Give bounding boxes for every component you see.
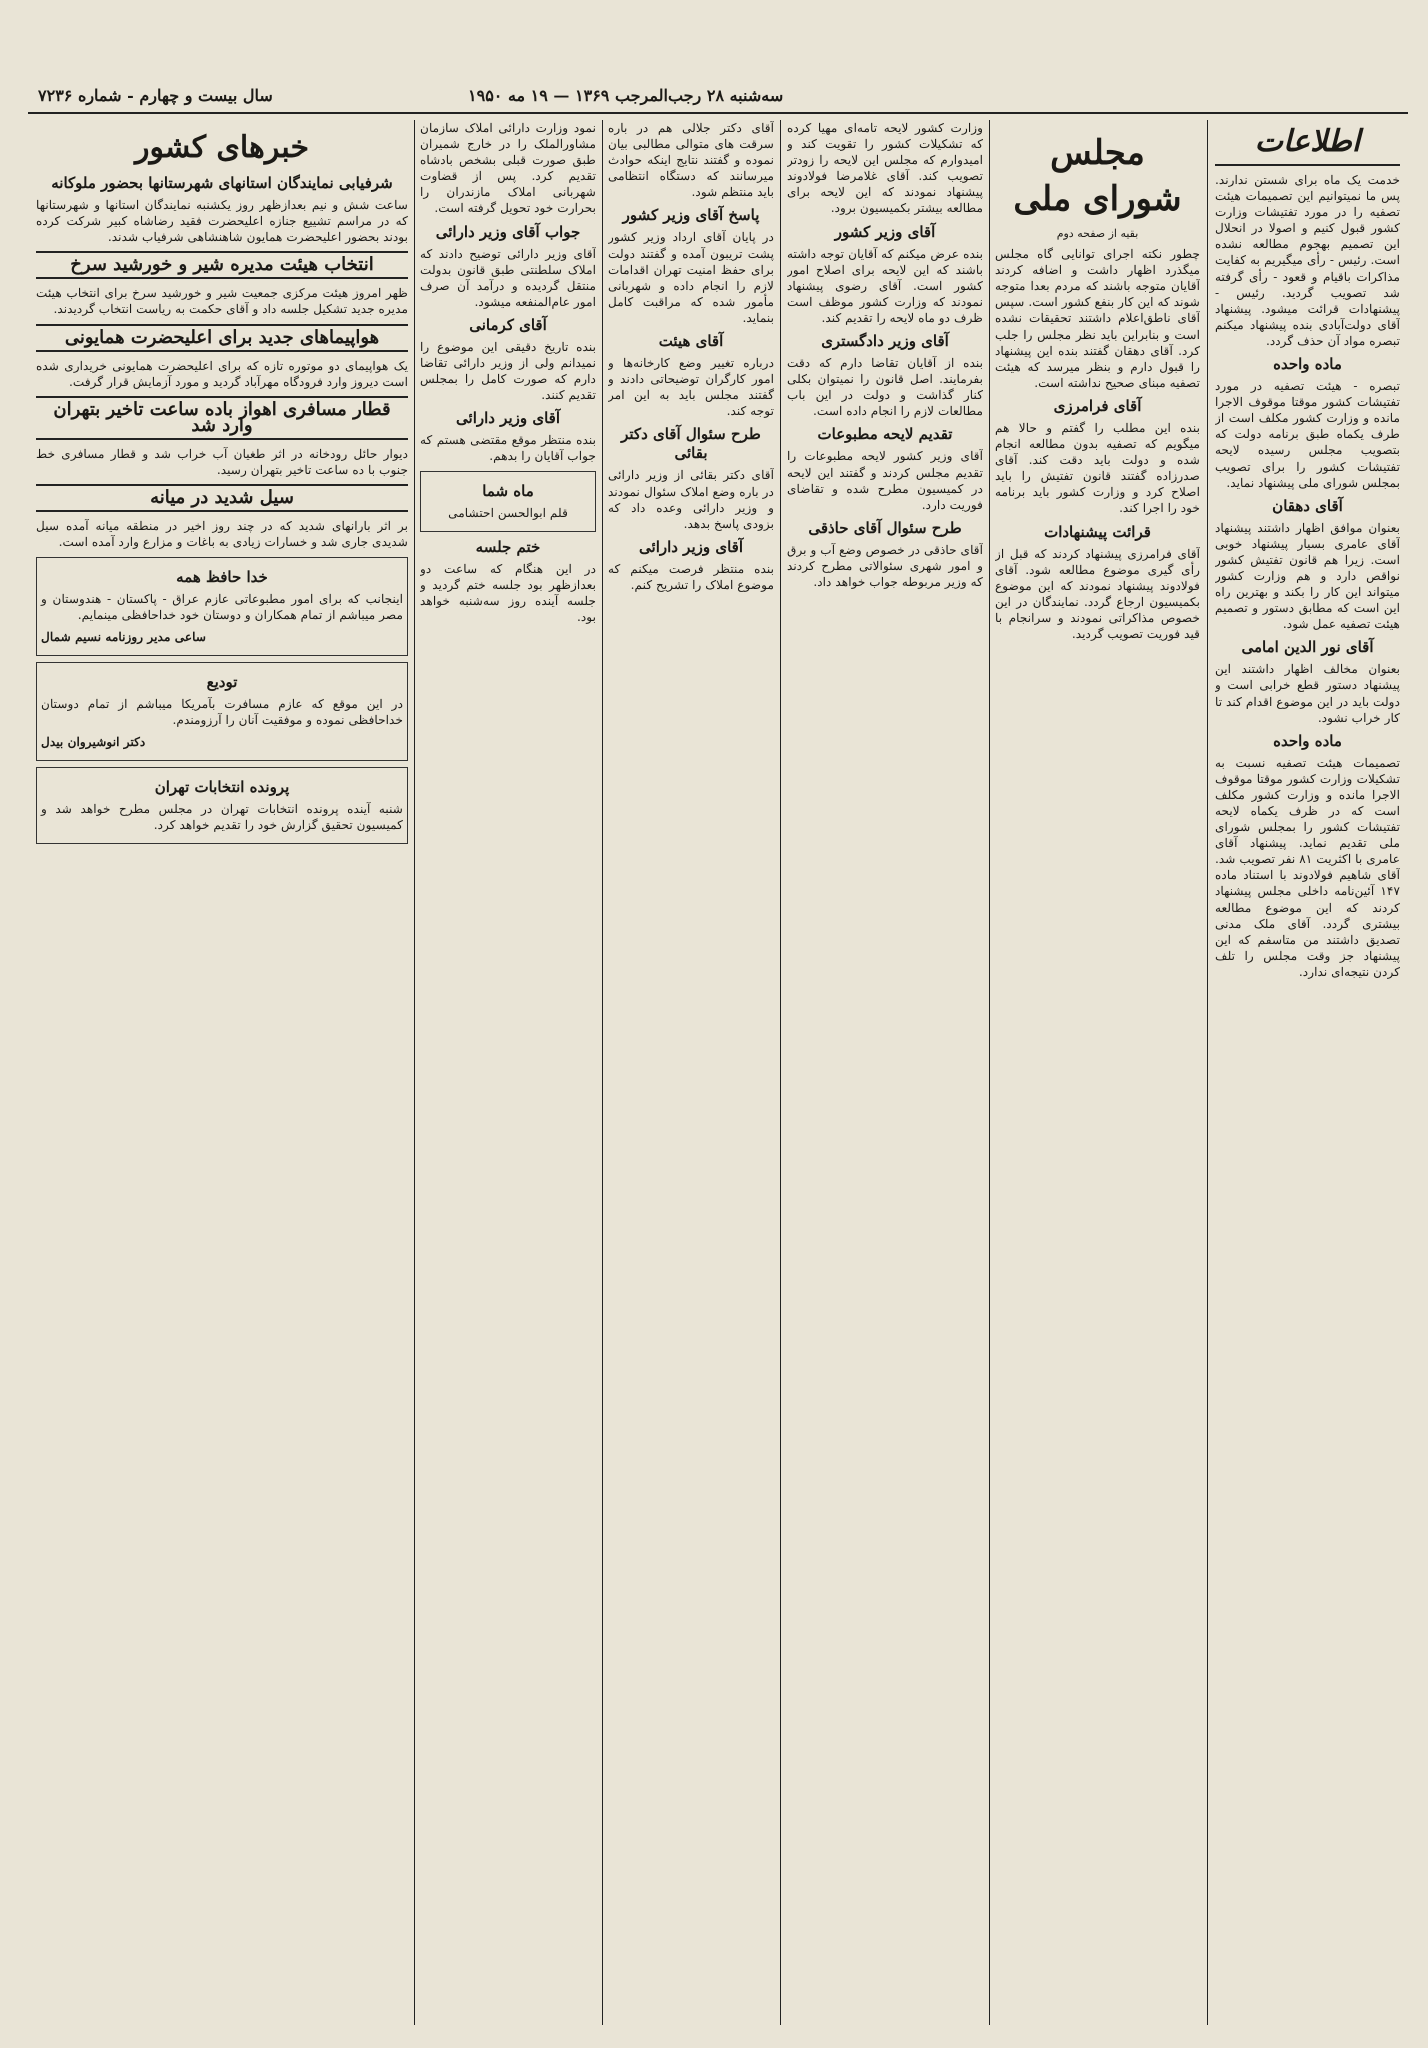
article-text: بعنوان موافق اظهار داشتند پیشنهاد آقای عامری بسیار پیشنهاد خوبی است. زیرا هم قانون تفتیش کشور نواقص دارد و هم وزارت کشور میتواند این کار را بکند و بهترین راه این است که مطابق دستور و تصمیم هیئت تصفیه عمل شود. [1215, 520, 1400, 632]
section-heading: ختم جلسه [475, 537, 541, 556]
column-5 [420, 120, 596, 2025]
section-heading: تقدیم لایحه مطبوعات [817, 425, 953, 444]
news-text: بر اثر بارانهای شدید که در چند روز اخیر در منطقه میانه آمده سیل شدیدی جاری شد و خسارات زیادی به باغات و مزارع وارد آمده است. [36, 519, 408, 550]
article-text: بنده عرض میکنم که آقایان توجه داشته باشند که این لایحه برای اصلاح امور کشور است. آقای رضوی پیشنهاد نمودند که وزارت کشور موظف است ظرف دو ماه لایحه را تقدیم کند. [787, 246, 983, 325]
article-text: تبصره - هیئت تصفیه در مورد تفتیشات کشور موقتا موقوف الاجرا مانده و وزارت کشور مکلف است از طرف یکماه طبق برنامه دولت که بتصویب مجلس رسیده لایحه تفتیشات کشور را برای تصویب بمجلس شورای ملی پیشنهاد نماید. [1215, 379, 1400, 490]
news-text: ظهر امروز هیئت مرکزی جمعیت شیر و خورشید سرخ برای انتخاب هیئت مدیره جدید تشکیل جلسه داد و آقای حکمت به ریاست انتخاب گردیدند. [36, 286, 408, 317]
article-text: درباره تغییر وضع کارخانه‌ها و امور کارگران توضیحاتی دادند و گفتند مجلس باید به این امر توجه کند. [608, 356, 774, 419]
masthead-rule [28, 112, 1408, 114]
notice-signature: دکتر انوشیروان بیدل [41, 734, 146, 749]
notice-box [36, 557, 408, 656]
article-text: بنده منتظر فرصت میکنم که موضوع املاک را تشریح کنم. [608, 561, 774, 592]
article-text: وزارت کشور لایحه تامه‌ای مهیا کرده که تشکیلات کشور را تقویت کند و امیدوارم که مجلس این لایحه را زودتر تصویب کند. آقای غلامرضا فولادوند پیشنهاد نمودند که این لایحه برای مطالعه بیشتر بکمیسیون برود. [787, 121, 983, 216]
article-text: چطور نکته اجرای توانایی گاه مجلس میگذرد اظهار داشت و اضافه کردند آقایان متوجه باشند که مردم بعدا متوجه شوند که این کار بنفع کشور است. سپس آقای ناطق‌اعلام داشتند تحقیقات نشده است و بنابراین باید نظر مجلس را جلب کرد. آقای دهقان گفتند بنده این پیشنهاد را قبول دارم و بنظر میرسد که هیئت تصفیه مبنای صحیح نداشته است. [995, 247, 1200, 390]
column-6 [36, 120, 408, 2025]
notice-text: در این موقع که عازم مسافرت بآمریکا میباشم از تمام دوستان خداحافظی نموده و موفقیت آنان را آرزومندم. [41, 696, 403, 727]
news-text: یک هواپیمای دو موتوره تازه که برای اعلیحضرت همایونی خریداری شده است دیروز وارد فرودگاه مهرآباد گردید و مورد آزمایش قرار گرفت. [36, 358, 408, 389]
notice-title: ماه شما [482, 481, 534, 500]
notice-box [420, 471, 596, 532]
article-text: آقای وزیر دارائی توضیح دادند که املاک سلطنتی طبق قانون بدولت منتقل گردیده و درآمد آن صرف امور عام‌المنفعه میشود. [420, 246, 596, 309]
column-divider [780, 120, 781, 2025]
article-text: بنده تاریخ دقیقی این موضوع را نمیدانم ولی از وزیر دارائی تقاضا دارم که صورت کامل را بمجلس تقدیم کنند. [420, 339, 596, 403]
column-4 [608, 120, 774, 2025]
masthead-issue: سال بیست و چهارم - شماره ۷۲۳۶ [38, 86, 273, 105]
section-heading: آقای هیئت [658, 332, 724, 351]
section-heading: آقای وزیر کشور [834, 222, 936, 241]
news-heading: سیل شدید در میانه [36, 484, 408, 512]
continued-note: بقیه از صفحه دوم [1056, 227, 1139, 240]
section-heading: آقای وزیر دادگستری [821, 332, 949, 351]
article-text: بنده منتظر موقع مقتضی هستم که جواب آقایان را بدهم. [420, 433, 596, 464]
column-divider [414, 120, 415, 2025]
column-divider [1207, 120, 1208, 2025]
article-text: آقای فرامرزی پیشنهاد کردند که قبل از رأی گیری موضوع مطالعه شود. آقای فولادوند پیشنهاد نمودند که این موضوع بکمیسیون ارجاع گردد. نمایندگان در این خصوص مذاکراتی نمودند و سرانجام با قید فوریت تصویب گردید. [995, 546, 1200, 641]
section-heading: آقای وزیر دارائی [639, 537, 743, 556]
section-heading: جواب آقای وزیر دارائی [435, 222, 581, 241]
news-text: دیوار حائل رودخانه در اثر طغیان آب خراب شد و قطار مسافری خط جنوب با ده ساعت تاخیر بتهران رسید. [36, 447, 408, 478]
section-heading: آقای فرامرزی [1053, 396, 1142, 415]
notice-text: قلم ابوالحسن احتشامی [448, 505, 568, 520]
notice-box [36, 662, 408, 761]
column-1 [1215, 120, 1400, 2025]
article-text: خدمت یک ماه برای شستن ندارند. پس ما نمیتوانیم این تصمیمات هیئت تصفیه را در مورد تفتیشات وزارت کشور قبول کنیم و اصولا در انحلال این تصمیم بهجوم مطالعه نشده است. رئیس - رأی میگیریم به کفایت مذاکرات باقیام و قعود - رأی گرفته شد تصویب گردید. رئیس - پیشنهادات قرائت میشود. پیشنهاد آقای دولت‌آبادی بنده پیشنهاد میکنم تبصره مواد آن حذف گردد. [1215, 173, 1400, 348]
section-heading: آقای دهقان [1272, 496, 1343, 515]
section-heading: طرح سئوال آقای دکتر بقائی [621, 425, 761, 463]
notice-signature: ساعی مدیر روزنامه نسیم شمال [41, 629, 207, 644]
article-text: آقای دکتر جلالی هم در باره سرقت های متوالی مطالبی بیان نموده و گفتند نتایج اینکه حوادث میرسانند که دستگاه انتظامی باید منتظم شود. [608, 121, 774, 200]
section-heading: قرائت پیشنهادات [1044, 522, 1151, 541]
column-divider [602, 120, 603, 2025]
notice-title: خدا حافظ همه [176, 567, 268, 586]
article-text: بعنوان مخالف اظهار داشتند این پیشنهاد دستور قطع خرابی است و دولت باید در این موضوع اقدام کند تا کار خراب نشود. [1215, 662, 1400, 725]
section-heading: آقای نور الدین امامی [1241, 638, 1374, 657]
article-text: بنده این مطلب را گفتم و حالا هم میگویم که تصفیه بدون مطالعه انجام شده و دولت باید دقت کند. آقای صدرزاده گفتند قانون تفتیش را باید اصلاح کرد و وزارت کشور باید برنامه خود را اجرا کند. [995, 420, 1200, 516]
column-2 [995, 120, 1200, 2025]
news-text: ساعت شش و نیم بعدازظهر روز یکشنبه نمایندگان استانها و شهرستانها که در مراسم تشییع جنازه اعلیحضرت فقید رضاشاه کبیر شرکت کرده بودند بحضور اعلیحضرت همایون شاهنشاهی شرفیاب شدند. [36, 198, 408, 245]
masthead-bar [28, 86, 1408, 112]
article-text: بنده از آقایان تقاضا دارم که دقت بفرمایند. اصل قانون را نمیتوان بکلی کنار گذاشت و دولت در این باب مطالعات لازم را انجام داده است. [787, 356, 983, 419]
notice-box [36, 767, 408, 844]
notice-title: تودیع [206, 672, 238, 691]
section-heading: ماده واحده [1273, 355, 1342, 374]
page-title: مجلس شورای ملی [1013, 133, 1182, 219]
section-heading: پاسخ آقای وزیر کشور [622, 206, 760, 225]
section-heading: ماده واحده [1273, 731, 1342, 750]
news-heading: انتخاب هیئت مدیره شیر و خورشید سرخ [36, 251, 408, 279]
section-heading: طرح سئوال آقای حاذقی [808, 518, 962, 537]
section-title: خبرهای کشور [134, 130, 310, 165]
news-heading: هواپیماهای جدید برای اعلیحضرت همایونی [36, 324, 408, 352]
article-text: در پایان آقای ارداد وزیر کشور پشت تریبون آمده و گفتند دولت برای حفظ امنیت تهران اقدامات لازم را انجام داده و شهربانی مأمور شده که مراقبت کامل بنماید. [608, 230, 774, 325]
article-text: آقای حاذقی در خصوص وضع آب و برق و امور شهری سئوالاتی مطرح کردند که وزیر مربوطه جواب خواهد داد. [787, 542, 983, 589]
notice-text: شنبه آینده پرونده انتخابات تهران در مجلس مطرح خواهد شد و کمیسیون تحقیق گزارش خود را تقدیم خواهد کرد. [41, 802, 403, 833]
column-divider [989, 120, 990, 2025]
section-heading: آقای کرمانی [469, 315, 547, 334]
newspaper-logo: اطلاعات [1215, 120, 1400, 166]
notice-text: اینجانب که برای امور مطبوعاتی عازم عراق - پاکستان - هندوستان و مصر میباشم از تمام همکاران و دوستان خود خداحافظی مینمایم. [41, 591, 403, 622]
article-text: آقای دکتر بقائی از وزیر دارائی در باره وضع املاک سئوال نمودند و وزیر دارائی وعده داد که بزودی پاسخ بدهد. [608, 468, 774, 531]
masthead-date: سه‌شنبه ۲۸ رجب‌المرجب ۱۳۶۹ — ۱۹ مه ۱۹۵۰ [468, 86, 784, 105]
notice-title: پرونده انتخابات تهران [154, 778, 290, 797]
article-text: در این هنگام که ساعت دو بعدازظهر بود جلسه ختم گردید و جلسه آینده روز سه‌شنبه خواهد بود. [420, 561, 596, 624]
news-heading: شرفیابی نمایندگان استانهای شهرستانها بحضور ملوکانه [51, 174, 393, 192]
article-text: آقای وزیر کشور لایحه مطبوعات را تقدیم مجلس کردند و گفتند این لایحه در کمیسیون مطرح شده و تقاضای فوریت دارد. [787, 449, 983, 512]
section-heading: آقای وزیر دارائی [456, 409, 560, 428]
article-text: نمود وزارت دارائی املاک سازمان مشاورالملک را در خارج شمیران طبق صورت قبلی بشخص بادشاه تقدیم کرد. پس از قضاوت شهربانی املاک مازندران را بحرارت خود تحویل گرفته است. [420, 121, 596, 216]
article-text: تصمیمات هیئت تصفیه نسبت به تشکیلات وزارت کشور موقتا موقوف الاجرا مانده و وزارت کشور مکلف است که در ظرف یکماه لایحه تفتیشات کشور را بمجلس شورای ملی تقدیم نماید. پیشنهاد آقای عامری با اکثریت ۸۱ نفر تصویب شد. آقای شاهیم فولادوند با استناد ماده ۱۴۷ آئین‌نامه داخلی مجلس پیشنهاد کردند که این موضوع مطالعه بیشتری گردد. آقای ملک مدنی تصدیق داشتند من متاسفم که این پیشنهاد جز وقت مجلس را تلف کردن نتیجه‌ای ندارد. [1215, 755, 1400, 979]
column-3 [787, 120, 983, 2025]
news-heading: قطار مسافری اهواز باده ساعت تاخیر بتهران وارد شد [36, 396, 408, 440]
